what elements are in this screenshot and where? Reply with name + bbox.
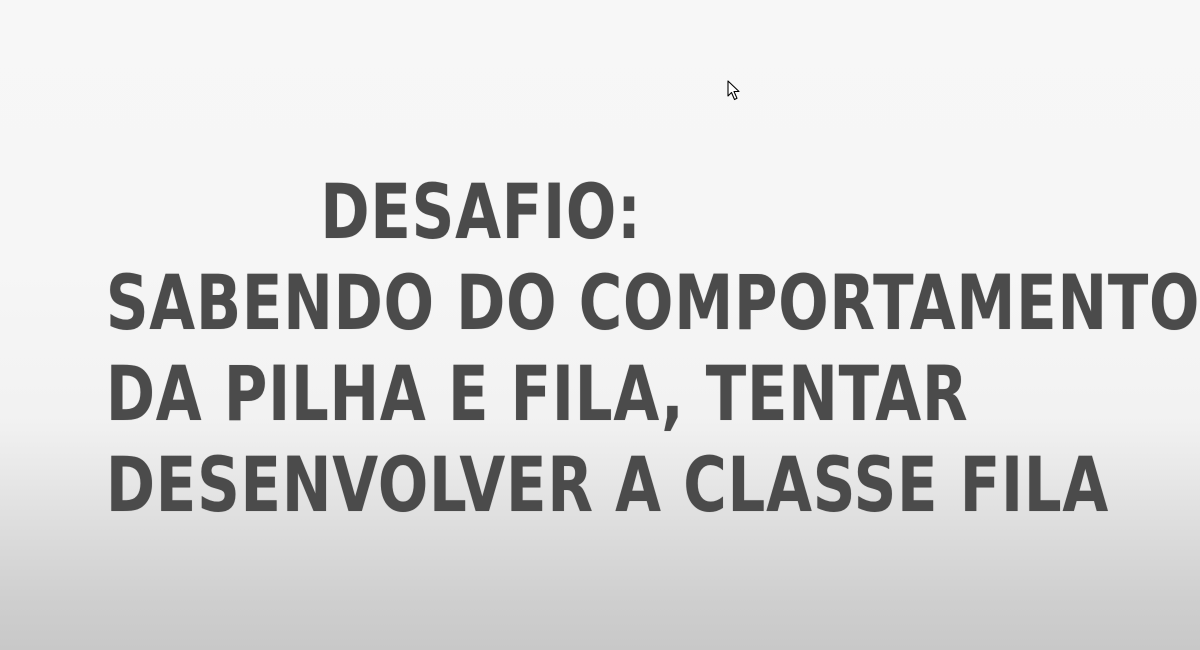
mouse-pointer-icon (727, 80, 741, 102)
challenge-line-3: DESENVOLVER A CLASSE FILA (105, 440, 1110, 529)
challenge-line-1: SABENDO DO COMPORTAMENTO (105, 258, 1200, 347)
challenge-text (0, 166, 1200, 530)
challenge-title: DESAFIO: (320, 167, 642, 256)
challenge-line-2: DA PILHA E FILA, TENTAR (105, 349, 969, 438)
